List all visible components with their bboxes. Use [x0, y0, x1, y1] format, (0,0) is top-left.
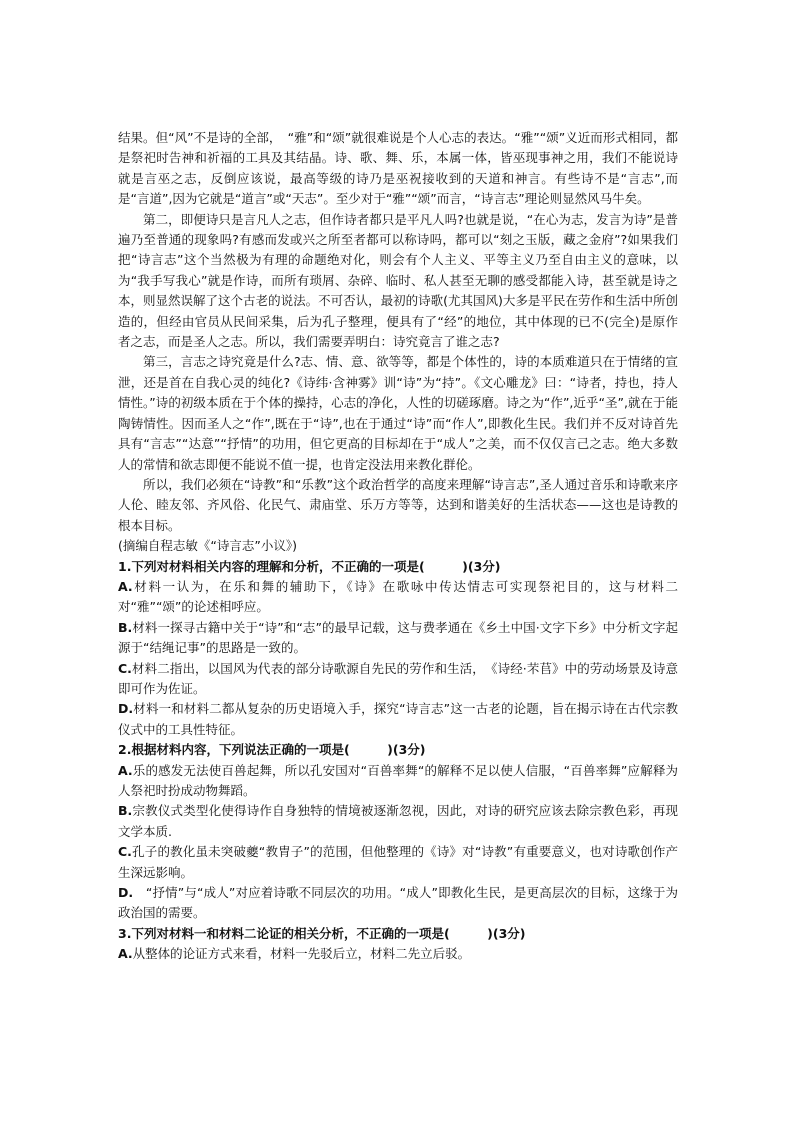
option-text: 宗教仪式类型化使得诗作自身独特的情境被逐渐忽视，因此，对诗的研究应该去除宗教色彩，再现文学本质.	[118, 803, 678, 839]
question-1-option-a	[118, 577, 678, 618]
option-letter: D.	[118, 885, 134, 901]
paragraph-2: 第二，即便诗只是言凡人之志，但作诗者都只是平凡人吗?也就是说，“在心为志，发言为诗”是普遍乃至普通的现象吗?有感而发或兴之所至者都可以称诗吗，都可以“刻之玉版，藏之金府”?如果我们把“诗言志”这个当然极为有理的命题绝对化，则会有个人主义、平等主义乃至自由主义的意味，以为“我手写我心”就是作诗，而所有琐屑、杂碎、临时、私人甚至无聊的感受都能入诗，甚至就是诗之本，则显然误解了这个古老的说法。不可否认，最初的诗歌(尤其国风)大多是平民在劳作和生活中所创造的，但经由官员从民间采集，后为孔子整理，便具有了“经”的地位，其中体现的已不(完全)是原作者之志，而是圣人之志。所以，我们需要弄明白：诗究竟言了谁之志?	[118, 211, 678, 350]
option-letter: B.	[118, 803, 133, 819]
question-3	[118, 924, 678, 965]
option-letter: A.	[118, 946, 133, 962]
question-3-option-a	[118, 944, 678, 964]
option-text: 乐的感发无法使百兽起舞，所以孔安国对“百兽率舞“的解释不足以使人信服，“百兽率舞”应解释为人祭祀时扮成动物舞蹈。	[118, 762, 678, 798]
question-3-stem: 3.下列对材料一和材料二论证的相关分析，不正确的一项是( )(3分)	[118, 925, 526, 941]
paragraph-1: 结果。但“风”不是诗的全部， “雅”和“颂”就很难说是个人心志的表达。“雅”“颂”义近而形式相同，都是祭祀时告神和祈福的工具及其结晶。诗、歌、舞、乐，本属一体，皆巫现事神之用，我们不能说诗就是言巫之志，反倒应该说，最高等级的诗乃是巫祝接收到的天道和神言。有些诗不是“言志”,而是“言道”,因为它就是“道言”或“天志”。至少对于“雅”“颂”而言，“诗言志”理论则显然风马牛矣。	[118, 130, 678, 207]
paragraph-3: 第三，言志之诗究竟是什么?志、情、意、欲等等，都是个体性的，诗的本质难道只在于情绪的宣泄，还是首在自我心灵的纯化?《诗纬·含神雾》训“诗”为“持”。《文心雕龙》曰：“诗者，持也，持人情性。”诗的初级本质在于个体的操持，心志的净化，人性的切磋琢磨。诗之为“作”,近乎“圣”,就在于能陶铸情性。因而圣人之“作”,既在于“诗”,也在于通过“诗”而“作人”,即教化生民。我们并不反对诗首先具有“言志”“达意”“抒情”的功用，但它更高的目标却在于“成人”之美，而不仅仅言己之志。绝大多数人的常情和欲志即便不能说不值一提，也肯定没法用来教化群伦。	[118, 354, 678, 472]
question-1-option-b	[118, 618, 678, 659]
option-text: 材料一和材料二都从复杂的历史语境入手，探究“诗言志”这一古老的论题，旨在揭示诗在古代宗教仪式中的工具性特征。	[118, 701, 678, 737]
question-2-option-c	[118, 842, 678, 883]
question-1-stem: 1.下列对材料相关内容的理解和分析，不正确的一项是( )(3分)	[118, 558, 501, 574]
document-page	[118, 128, 678, 965]
option-text: 材料一探寻古籍中关于“诗”和“志”的最早记载，这与费孝通在《乡土中国·文字下乡》中分析文字起源于“结绳记事”的思路是一致的。	[118, 619, 678, 656]
option-text: 从整体的论证方式来看，材料一先驳后立，材料二先立后驳。	[132, 946, 471, 962]
option-text: 材料二指出，以国风为代表的部分诗歌源自先民的劳作和生活， 《诗经·芣苢》中的劳动场景及诗意即可作为佐证。	[118, 660, 678, 696]
question-1-option-c	[118, 659, 678, 700]
question-1	[118, 557, 678, 741]
option-letter: D.	[118, 701, 134, 717]
option-letter: C.	[118, 844, 132, 860]
option-letter: A.	[118, 578, 133, 594]
question-2-option-b	[118, 801, 678, 842]
question-2-stem: 2.根据材料内容，下列说法正确的一项是( )(3分)	[118, 742, 426, 758]
source-citation: (摘编自程志敏《“诗言志”小议》)	[118, 538, 297, 554]
option-text: 孔子的教化虽未突破夔“教胄子”的范围，但他整理的《诗》对“诗教”有重要意义，也对诗歌创作产生深远影响。	[118, 844, 678, 880]
paragraph-4: 所以，我们必须在“诗教”和“乐教”这个政治哲学的高度来理解“诗言志”,圣人通过音乐和诗歌来序人伦、睦友邻、齐风俗、化民气、肃庙堂、乐万方等等，达到和谐美好的生活状态——这也是诗教的根本目标。	[118, 476, 678, 533]
question-2-option-d	[118, 883, 678, 924]
option-letter: A.	[118, 762, 133, 778]
option-text: 材料一认为，在乐和舞的辅助下，《诗》在歌咏中传达情志可实现祭祀目的，这与材料二对“雅”“颂”的论述相呼应。	[118, 578, 678, 615]
question-2-option-a	[118, 761, 678, 802]
option-letter: C.	[118, 660, 132, 676]
option-letter: B.	[118, 619, 133, 635]
question-2	[118, 740, 678, 924]
option-text: “抒情”与“成人”对应着诗歌不同层次的功用。“成人”即教化生民，是更高层次的目标，这缘于为政治国的需要。	[118, 885, 678, 921]
question-1-option-d	[118, 699, 678, 740]
